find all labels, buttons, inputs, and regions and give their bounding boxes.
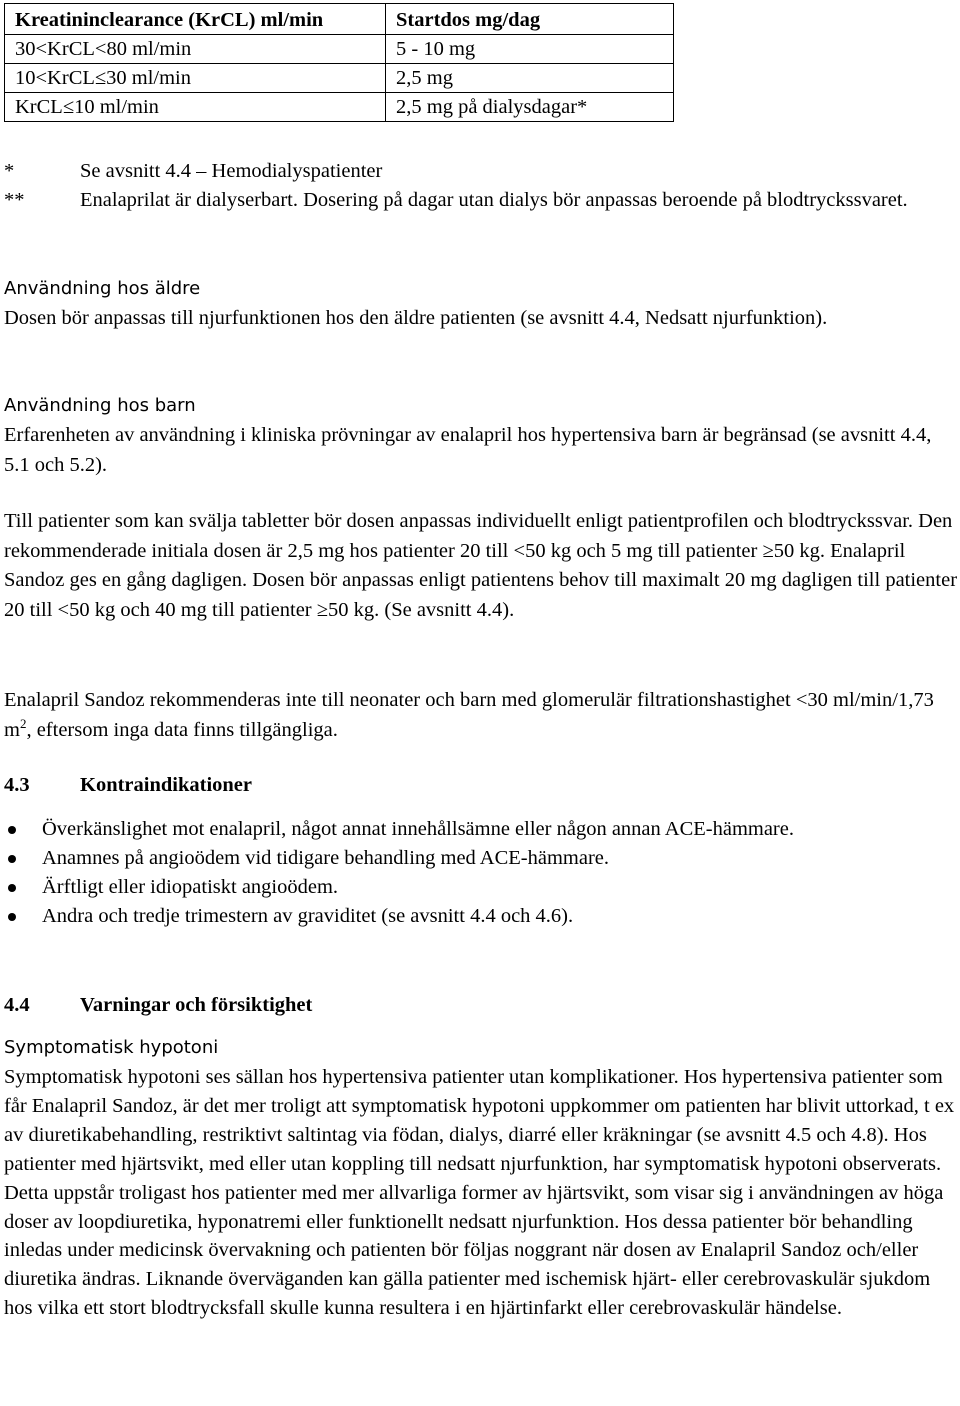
footnote-text: Se avsnitt 4.4 – Hemodialyspatienter (80, 160, 383, 182)
list-item (4, 873, 958, 902)
footnote-mark: ** (4, 189, 25, 211)
table-row (5, 64, 674, 93)
table-cell-dose: 2,5 mg (386, 64, 674, 93)
table-header-dose: Startdos mg/dag (386, 4, 674, 35)
neonates-paragraph (4, 686, 958, 745)
bullet-icon (8, 855, 16, 863)
table-cell-dose: 2,5 mg på dialysdagar* (386, 93, 674, 122)
children-text: Erfarenheten av användning i kliniska prövningar av enalapril hos hypertensiva barn är begränsad (se avsnitt 4.4, 5.1 och 5.2). (4, 424, 932, 476)
table-cell-dose: 5 - 10 mg (386, 35, 674, 64)
superscript: 2 (19, 715, 27, 731)
footnote-1 (4, 157, 383, 186)
list-item (4, 902, 958, 931)
table-cell-krcl: KrCL≤10 ml/min (5, 93, 386, 122)
section-number: 4.3 (4, 774, 30, 796)
list-item-text: Andra och tredje trimestern av graviditet (se avsnitt 4.4 och 4.6). (42, 905, 574, 927)
table-cell-krcl: 10<KrCL≤30 ml/min (5, 64, 386, 93)
section-title: Kontraindikationer (80, 774, 252, 796)
section-heading-4-4 (4, 991, 312, 1020)
section-number: 4.4 (4, 994, 30, 1016)
footnote-mark: * (4, 160, 15, 182)
table-header-row (5, 4, 674, 35)
list-item (4, 815, 958, 844)
elderly-heading: Användning hos äldre (4, 278, 201, 299)
bullet-icon (8, 884, 16, 892)
table-row (5, 35, 674, 64)
neonates-text: Enalapril Sandoz rekommenderas inte till neonater och barn med glomerulär filtrationshastighet <30 ml/min/1,73 m (4, 689, 934, 741)
elderly-text: Dosen bör anpassas till njurfunktionen hos den äldre patienten (se avsnitt 4.4, Nedsatt njurfunktion). (4, 307, 828, 329)
children-dosing-paragraph: Till patienter som kan svälja tabletter bör dosen anpassas individuellt enligt patientprofilen och blodtryckssvar. Den rekommenderade initiala dosen är 2,5 mg hos patienter 20 till <50 kg och 5 mg till patienter ≥50 kg. Enalapril Sandoz ges en gång dagligen. Dosen bör anpassas enligt patientens behov till maximalt 20 mg dagligen till patienter 20 till <50 kg och 40 mg till patienter ≥50 kg. (Se avsnitt 4.4). (4, 510, 958, 621)
table-cell-krcl: 30<KrCL<80 ml/min (5, 35, 386, 64)
list-item (4, 844, 958, 873)
table-header-krcl: Kreatininclearance (KrCL) ml/min (5, 4, 386, 35)
list-item-text: Överkänslighet mot enalapril, något annat innehållsämne eller någon annan ACE-hämmare. (42, 818, 794, 840)
contraindications-list (4, 815, 958, 931)
list-item-text: Ärftligt eller idiopatiskt angioödem. (42, 876, 339, 898)
section-heading-4-3 (4, 771, 252, 800)
table-row (5, 93, 674, 122)
list-item-text: Anamnes på angioödem vid tidigare behandling med ACE-hämmare. (42, 847, 610, 869)
children-heading: Användning hos barn (4, 395, 196, 416)
neonates-text-end: , eftersom inga data finns tillgängliga. (26, 718, 338, 741)
section-title: Varningar och försiktighet (80, 994, 313, 1016)
bullet-icon (8, 913, 16, 921)
bullet-icon (8, 826, 16, 834)
hypotension-heading: Symptomatisk hypotoni (4, 1037, 219, 1058)
hypotension-text: Symptomatisk hypotoni ses sällan hos hypertensiva patienter utan komplikationer. Hos hypertensiva patienter som får Enalapril Sandoz, är det mer troligt att symptomatisk hypotoni uppkommer om patienten har blivit uttorkad, t ex av diuretikabehandling, restriktivt saltintag via födan, dialys, diarré eller kräkningar (se avsnitt 4.5 och 4.8). Hos patienter med hjärtsvikt, med eller utan koppling till nedsatt njurfunktion, har symptomatisk hypotoni observerats. Detta uppstår troligast hos patienter med mer allvarliga former av hjärtsvikt, som visar sig i användningen av höga doser av loopdiuretika, hyponatremi eller funktionellt nedsatt njurfunktion. Hos dessa patienter bör behandling inledas under medicinsk övervakning och patienten bör följas noggrant när dosen av Enalapril Sandoz och/eller diuretika ändras. Liknande överväganden kan gälla patienter med ischemisk hjärt- eller cerebrovaskulär sjukdom hos vilka ett stort blodtrycksfall skulle kunna resultera i en hjärtinfarkt eller cerebrovaskulär händelse. (4, 1066, 955, 1320)
footnote-text: Enalaprilat är dialyserbart. Dosering på dagar utan dialys bör anpassas beroende på blodtryckssvaret. (80, 189, 908, 211)
footnote-2 (4, 186, 958, 215)
dosage-table (4, 3, 674, 122)
